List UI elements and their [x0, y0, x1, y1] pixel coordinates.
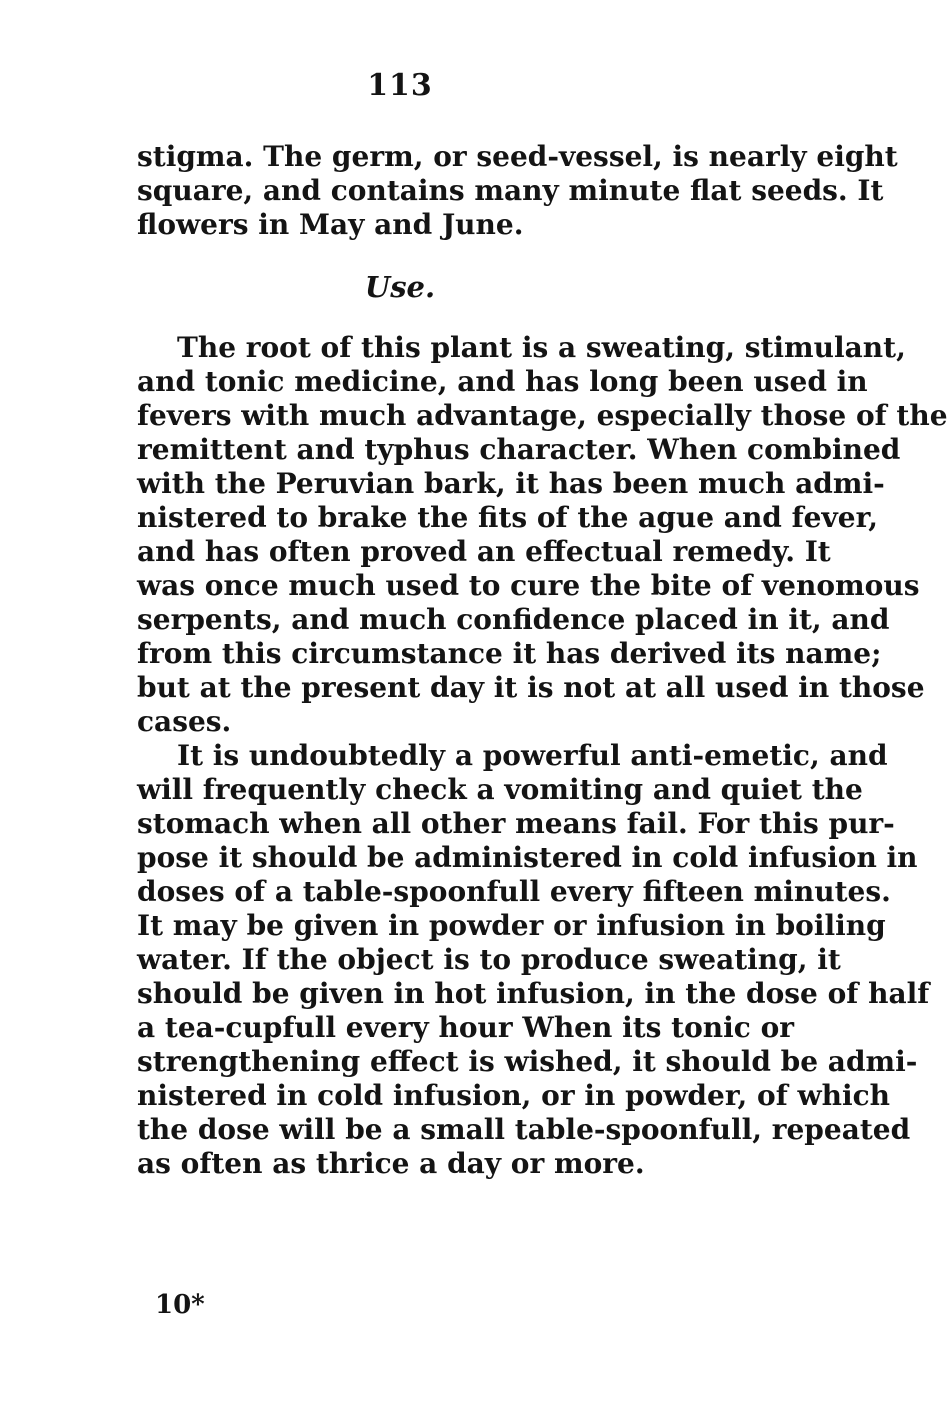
text-line: and has often proved an effectual remedy. It: [137, 535, 831, 568]
text-line: It is undoubtedly a powerful anti-emetic, and: [177, 739, 888, 772]
text-line: from this circumstance it has derived its name;: [137, 637, 882, 670]
text-line: but at the present day it is not at all used in those: [137, 671, 925, 704]
text-line: with the Peruvian bark, it has been much admi-: [137, 467, 885, 500]
page-number: 113: [367, 68, 433, 103]
text-line: The root of this plant is a sweating, stimulant,: [177, 331, 906, 364]
text-line: square, and contains many minute flat seeds. It: [137, 174, 884, 207]
text-line: and tonic medicine, and has long been used in: [137, 365, 868, 398]
text-line: should be given in hot infusion, in the dose of half: [137, 977, 930, 1010]
text-line: serpents, and much confidence placed in it, and: [137, 603, 890, 636]
paragraph-use-1: [137, 331, 948, 739]
text-line: fevers with much advantage, especially those of the: [137, 399, 948, 432]
top-paragraph: [137, 140, 898, 242]
text-line: water. If the object is to produce sweating, it: [137, 943, 841, 976]
section-heading: Use.: [364, 270, 436, 304]
text-line: will frequently check a vomiting and quiet the: [137, 773, 863, 806]
text-line: stomach when all other means fail. For this pur-: [137, 807, 895, 840]
text-line: It may be given in powder or infusion in boiling: [137, 909, 886, 942]
text-line: remittent and typhus character. When combined: [137, 433, 901, 466]
text-line: a tea-cupfull every hour When its tonic or: [137, 1011, 795, 1044]
text-line: strengthening effect is wished, it should be admi-: [137, 1045, 918, 1078]
text-line: cases.: [137, 705, 232, 738]
text-line: was once much used to cure the bite of venomous: [137, 569, 920, 602]
text-line: flowers in May and June.: [137, 208, 524, 241]
paragraph-use-2: [137, 739, 930, 1181]
text-line: pose it should be administered in cold infusion in: [137, 841, 918, 874]
text-line: doses of a table-spoonfull every fifteen minutes.: [137, 875, 891, 908]
signature-mark: 10*: [155, 1290, 205, 1320]
text-line: as often as thrice a day or more.: [137, 1147, 645, 1180]
text-line: nistered to brake the fits of the ague and fever,: [137, 501, 879, 534]
text-line: nistered in cold infusion, or in powder, of which: [137, 1079, 891, 1112]
text-line: the dose will be a small table-spoonfull, repeated: [137, 1113, 911, 1146]
text-line: stigma. The germ, or seed-vessel, is nearly eight: [137, 140, 898, 173]
